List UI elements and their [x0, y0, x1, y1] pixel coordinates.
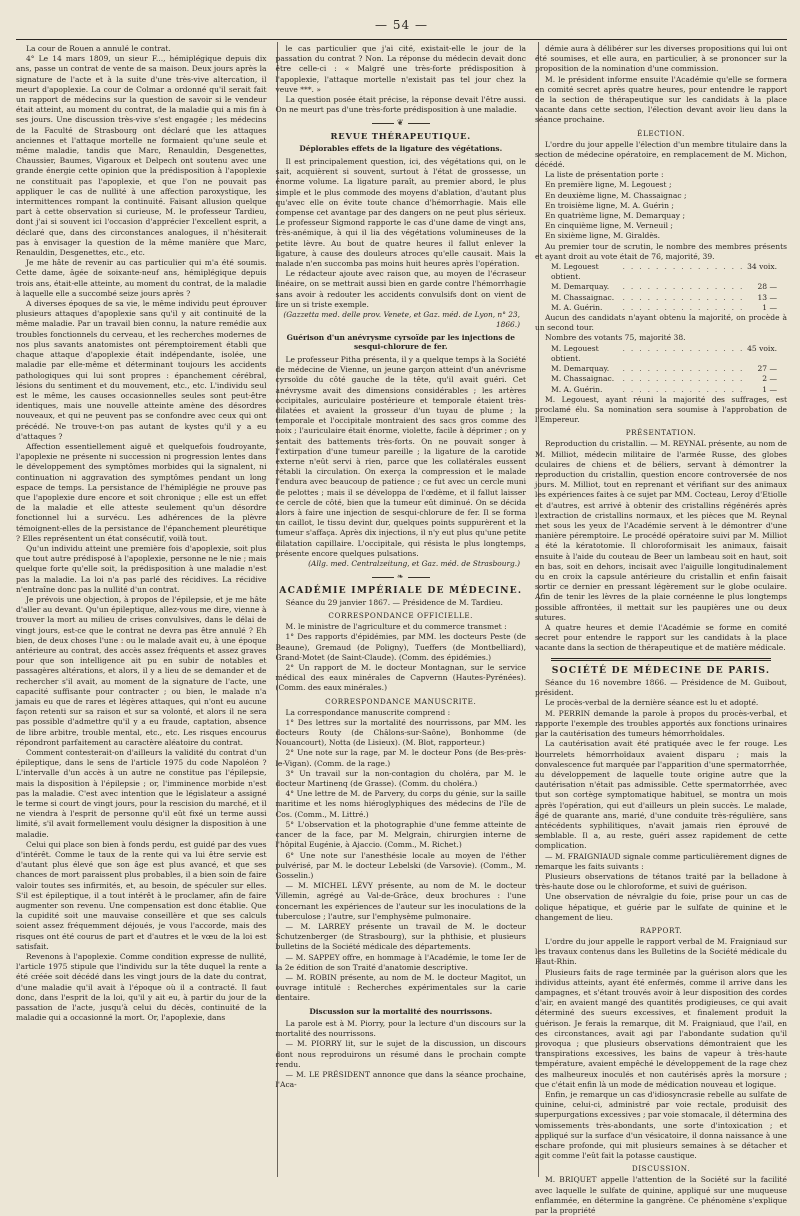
paragraph: 2° Une note sur la rage, par M. le docteur Pons (de Bes-près-le-Vigan). (Comm. de la rage.)	[275, 748, 526, 768]
column-3	[535, 44, 787, 1216]
election-body	[535, 140, 787, 181]
correspondance-officielle-body	[276, 622, 527, 693]
paragraph: La cour de Rouen a annulé le contrat.	[26, 44, 171, 53]
paragraph: M. le président informe ensuite l'Académie qu'elle se formera en comité secret après quatre heures, pour entendre le rapport de la section de thérapeutique sur les candidats à la place vacante dans cette section, l'élection devant avoir lieu dans la séance prochaine.	[535, 74, 787, 125]
academie-title: ACADÉMIE IMPÉRIALE DE MÉDECINE.	[279, 585, 523, 597]
societe-title: SOCIÉTÉ DE MÉDECINE DE PARIS.	[551, 665, 771, 677]
page-number: — 54 —	[375, 18, 428, 32]
vote-count: 28 —	[757, 282, 777, 292]
paragraph: Le procès-verbal de la dernière séance est lu et adopté.	[545, 698, 759, 708]
paragraph: — M. SAPPEY offre, en hommage à l'Académie, le tome Ier de la 2e édition de son Traité d'anatomie descriptive.	[275, 952, 526, 972]
paragraph: 2° Un rapport de M. le docteur Montagnan, sur le service médical des eaux minérales de Capvernn (Hautes-Pyrénées). (Comm. des eaux minérales.)	[275, 663, 526, 693]
paragraph: M. le ministre de l'agriculture et du commerce transmet :	[285, 622, 507, 632]
paragraph: Plusieurs faits de rage terminée par la guérison alors que les individus atteints, ayant été enfermés, comme il arrive dans les campagnes, et s'étant trouvés avoir à leur disposition des cordes d'air, en avaient mangé des quantités prodigieuses, ce qui avait déterminé des sueurs excessives, et finalement produit la guérison. Je ferais la remarque, dit M. Fraigniaud, que l'ail, en ces circonstances, avait agi par l'abondante sudation qu'il provoqua ; que plusieurs observations démontraient que les transpirations excessives, les bains de vapeur à très-haute température, avaient empêché le développement de la rage chez des malheureux inoculés et non cautérisés après la morsure ; que c'était enfin là un mode de médication nouveau et logique.	[535, 967, 787, 1089]
leader-dots: . . . . . . . . . . . . . . .	[622, 262, 745, 272]
paragraph: L'ordre du jour appelle le rapport verbal de M. Fraigniaud sur les travaux contenus dans les Bulletins de la Société médicale du Haut-Rhin.	[535, 936, 787, 967]
discussion-heading: Discussion sur la mortalité des nourrissons.	[309, 1006, 493, 1016]
leader-dots: . . . . . . . . . . . . . . .	[622, 292, 745, 302]
paragraph: — M. FRAIGNIAUD signale comme particulièrement dignes de remarque les faits suivants :	[535, 851, 787, 871]
vote-row	[535, 293, 787, 303]
leader-dots: . . . . . . . . . . . . . . .	[622, 374, 745, 384]
session-line: Séance du 29 janvier 1867. — Présidence de M. Tardieu.	[285, 598, 503, 608]
candidate-line: En sixième ligne, M. Giraldès.	[545, 231, 661, 241]
article-body	[276, 355, 527, 559]
vote-count: 1 —	[762, 302, 777, 312]
section-ornament: ❦	[276, 118, 527, 128]
election-heading: ÉLECTION.	[637, 128, 685, 138]
candidate-line: En deuxième ligne, M. Chassaignac ;	[545, 190, 687, 200]
paragraph: 4° Une lettre de M. de Parvery, du corps du génie, sur la saille maritime et les noms hiéroglyphiques des médecins de l'île de Cos. (Comm., M. Littré.)	[275, 789, 526, 819]
presentation-body	[535, 439, 787, 653]
vote-table-round1	[535, 262, 787, 313]
paragraph: — M. ROBIN présente, au nom de M. le docteur Magitot, un ouvrage intitulé : Recherches expérimentales sur la carie dentaire.	[275, 972, 526, 1003]
discussion-heading: DISCUSSION.	[631, 1164, 691, 1174]
paragraph: La question posée était précise, la réponse devait l'être aussi. On ne meurt pas d'une très-forte prédisposition à une maladie.	[275, 95, 526, 115]
paragraph: A quatre heures et demie l'Académie se forme en comité secret pour entendre le rapport sur les candidats à la place vacante dans la section de thérapeutique et de matière médicale.	[535, 622, 787, 653]
paragraph: La correspondance manuscrite comprend :	[285, 707, 451, 717]
discussion-body	[535, 1175, 787, 1216]
paragraph: Nombre des votants 75, majorité 38.	[545, 333, 686, 343]
vote-count: 13 —	[757, 292, 777, 302]
vote-candidate: M. A. Guérin.	[551, 384, 603, 394]
paragraph: Je me hâte de revenir au cas particulier qui m'a été soumis. Cette dame, âgée de soixante-neuf ans, hémiplégique depuis trois ans, était-elle atteinte, au moment du contrat, de la maladie à laquelle elle a succombé seize jours après ?	[16, 258, 267, 298]
paragraph: Celui qui place son bien à fonds perdu, est guidé par des vues d'intérêt. Comme le taux de la rente qui va lui être servie est d'autant plus élevé que son âge est plus avancé, et que ses chances de mort paraissent plus probables, il a bien soin de faire valoir toutes ses infirmités, et, au besoin, de spéculer sur elles. S'il est épileptique, il a tout intérêt à le proclamer, afin de faire augmenter son revenu. Une compensation est donc établie. Que la cupidité soit une mauvaise conseillère et que ses calculs soient assez fréquemment déjoués, je vous l'accorde, mais des risques ont été courus de part et d'autres et le vœu de la loi est satisfait.	[16, 839, 267, 951]
candidate-list	[535, 180, 787, 241]
vote-count: 34 voix.	[747, 262, 777, 272]
paragraph: La parole est à M. Piorry, pour la lecture d'un discours sur la mortalité des nourrissons.	[275, 1019, 526, 1039]
vote-count: 2 —	[762, 374, 777, 384]
column-1	[16, 44, 267, 1184]
paragraph: le cas particulier que j'ai cité, existait-elle le jour de la passation du contrat ? Non. La réponse du médecin devait donc être celle-ci : « Malgré une très-forte prédisposition à l'apoplexie, l'attaque mortelle n'existait pas tel jour chez la veuve ***. »	[275, 44, 526, 94]
header-rule	[16, 39, 787, 40]
paragraph: M. BRIQUET appelle l'attention de la Société sur la facilité avec laquelle le sulfate de quinine, appliqué sur une muqueuse enflammée, en détermine la gangrène. Ce phénomène s'explique par la propriété	[535, 1175, 787, 1216]
paragraph: Je prévois une objection, à propos de l'épilepsie, et je me hâte d'aller au devant. Qu'un épileptique, allez-vous me dire, vienne à trouver la mort au milieu de crises convulsives, dans le délai de vingt jours, est-ce que le contrat ne devra pas être annulé ? Eh bien, de deux choses l'une : ou le malade avait eu, à une époque antérieure au contrat, des accès assez fréquents et assez graves pour que son intelligence ait pu en subir de notables et passagères altérations, et alors, il y a lieu de se demander et de rechercher s'il avait, au moment de la signature de l'acte, une capacité suffisante pour contracter ; ou bien, le malade n'a jamais eu que de rares et légères attaques, qui n'ont eu aucune façon retenti sur sa raison et sur sa volonté, et alors il ne sera pas possible d'admettre qu'il y a eu fraude, captation, absence de libre arbitre, trouble mental, etc., etc. Les risques encourus répondront parfaitement au caractère aléatoire du contrat.	[16, 594, 267, 747]
paragraph: démie aura à délibérer sur les diverses propositions qui lui ont été soumises, et elle aura, en particulier, à se prononcer sur la proposition de la nomination d'une commission.	[535, 44, 787, 74]
society-body	[535, 698, 787, 922]
vote-row	[535, 282, 787, 292]
vote-row	[535, 374, 787, 384]
leader-dots: . . . . . . . . . . . . . . .	[622, 364, 745, 374]
vote-row	[535, 344, 787, 364]
section-rule	[551, 658, 771, 662]
vote-row	[535, 364, 787, 374]
revue-therapeutique-title: REVUE THÉRAPEUTIQUE.	[330, 131, 471, 142]
candidate-line: En quatrième ligne, M. Demarquay ;	[545, 211, 685, 221]
vote-row	[535, 262, 787, 282]
paragraph: La cautérisation avait été pratiquée avec le fer rouge. Les bourrelets hémorrhoïdaux avaient disparu ; mais la convalescence fut marquée par l'apparition d'une spermatorrhée, au développement de laquelle toute origine autre que la cautérisation n'était pas admissible. Cette spermatorrhée, avec tout son cortège symptomatique habituel, se montra un mois après l'opération, qui eut d'ailleurs un plein succès. Le malade, âgé de quarante ans, marié, d'une conduite très-régulière, sans antécédents syphilitiques, n'avait jamais rien éprouvé de semblable. Il a, au reste, guéri assez rapidement de cette complication.	[535, 739, 787, 851]
paragraph: 5° L'observation et la photographie d'une femme atteinte de cancer de la face, par M. Melgrain, chirurgien interne de l'hôpital Eugénie, à Ajaccio. (Comm., M. Richet.)	[275, 819, 526, 850]
paragraph: Le rédacteur ajoute avec raison que, au moyen de l'écraseur linéaire, on se mettrait aussi bien en garde contre l'hémorrhagie sans avoir à redouter les accidents convulsifs dont on vient de lire un si triste exemple.	[275, 269, 526, 309]
discussion-body	[276, 1019, 527, 1090]
paragraph: — M. LE PRÉSIDENT annonce que dans la séance prochaine, l'Aca-	[275, 1070, 526, 1090]
vote-candidate: M. A. Guérin.	[551, 302, 603, 312]
article-body	[276, 157, 527, 310]
rapport-body	[535, 937, 787, 1161]
leader-dots: . . . . . . . . . . . . . . .	[622, 343, 745, 353]
candidate-line: En cinquième ligne, M. Verneuil ;	[545, 221, 673, 231]
paragraph: Qu'un individu atteint une première fois d'apoplexie, soit plus que tout autre prédisposé à l'apoplexie, personne ne le nie ; mais quelque forte qu'elle soit, la prédisposition à une maladie n'est pas la maladie. La loi n'a pas parlé des récidives. La récidive n'entraîne donc pas la nullité d'un contrat.	[16, 543, 267, 594]
round1-intro: Au premier tour de scrutin, le nombre des membres présents et ayant droit au vote était de 76, majorité, 39.	[535, 241, 787, 261]
leader-dots: . . . . . . . . . . . . . . .	[622, 384, 745, 394]
vote-count: 45 voix.	[747, 343, 777, 353]
paragraph: La liste de présentation porte :	[545, 170, 664, 180]
vote-count: 1 —	[762, 384, 777, 394]
paragraph: Revenons à l'apoplexie. Comme condition expresse de nullité, l'article 1975 stipule que l'individu sur la tête duquel la rente a été créée soit décédé dans les vingt jours de la date du contrat, d'une maladie qu'il avait à l'époque où il a contracté. Il faut donc, dans l'esprit de la loi, qu'il y ait eu, à partir du jour de la passation de l'acte, jusqu'à celui du décès, continuité de la maladie qui a occasionné la mort. Or, l'apoplexie, dans	[16, 952, 267, 1023]
paragraph: Une observation de névralgie du foie, prise pour un cas de colique hépatique, et guérie par le sulfate de quinine et le changement de lieu.	[535, 892, 787, 922]
candidate-line: En première ligne, M. Legouest ;	[545, 180, 672, 190]
leader-dots: . . . . . . . . . . . . . . .	[622, 302, 745, 312]
vote-row	[535, 303, 787, 313]
paragraph: 3° Un travail sur la non-contagion du choléra, par M. le docteur Martinenq (de Grasse). (Comm. du choléra.)	[275, 768, 526, 789]
section-ornament: ❧	[276, 572, 527, 582]
vote-candidate: M. Chassaignac.	[551, 374, 615, 384]
session-line: Séance du 16 novembre 1866. — Présidence de M. Guibout, président.	[535, 678, 787, 698]
continued-text	[535, 44, 787, 126]
paragraph: Aucun des candidats n'ayant obtenu la majorité, on procède à un second tour.	[535, 313, 787, 333]
paragraph: — M. MICHEL LÉVY présente, au nom de M. le docteur Villemin, agrégé au Val-de-Grâce, deux brochures : l'une concernant les expériences de l'auteur sur les inoculations de la tuberculose ; l'autre, sur l'emphysème pulmonaire.	[275, 881, 526, 921]
paragraph: — M. PIORRY lit, sur le sujet de la discussion, un discours dont nous reproduirons un résumé dans le prochain compte rendu.	[275, 1039, 526, 1069]
correspondance-manuscrite-heading: CORRESPONDANCE MANUSCRITE.	[325, 696, 477, 706]
presentation-heading: PRÉSENTATION.	[625, 428, 697, 438]
leader-dots: . . . . . . . . . . . . . . .	[622, 282, 745, 292]
paragraph: 4° Le 14 mars 1809, un sieur F..., hémiplégique depuis dix ans, passe un contrat de vente de sa maison. Deux jours après la signature de l'acte et à la suite d'une très-vive altercation, il meurt d'apoplexie. La cour de Colmar a ordonné qu'il serait fait un rapport de médecins sur la question de savoir si le vendeur était atteint, au moment du contrat, de la maladie qui a mis fin à ses jours. Une discussion très-vive s'est engagée ; les médecins de la Faculté de Strasbourg ont déclaré que les attaques anciennes et l'attaque mortelle ne formaient qu'une seule et même maladie, tandis que Marc, Renauldin, Desgenettes, Chaussier, Baumes, Vigaroux et Delpech ont soutenu avec une grande énergie cette opinion que la prédisposition à l'apoplexie ne constituait pas l'apoplexie, et que l'on ne pouvait pas appliquer le cas de nullité à une affection paroxystique, les intermittences rompant la continuité. Faisant allusion quelque part à cette observation si curieuse, M. le professeur Tardieu, dont j'ai si souvent ici l'occasion d'apprécier l'excellent esprit, a déclaré que, dans des circonstances analogues, il n'hésiterait pas à envisager la question de la même manière que Marc, Renauldin, Desgenettes, etc., etc.	[16, 54, 267, 258]
paragraph: M. PERRIN demande la parole à propos du procès-verbal, et rapporte l'exemple des troubles apportés aux fonctions urinaires par la cautérisation des tumeurs hémorrhoïdales.	[535, 708, 787, 739]
paragraph: Comment contesterait-on d'ailleurs la validité du contrat d'un épileptique, dans le sens de l'article 1975 du code Napoléon ? L'intervalle d'un accès à un autre ne constitue pas l'épilepsie, mais la disposition à l'épilepsie ; or, l'imminence morbide n'est pas la maladie. C'est avec intention que le législateur a assigné le terme si court de vingt jours, pour la rescision du marché, et il ne viendra à l'esprit de personne qu'il eût fixé un terme aussi limité, s'il avait formellement voulu désigner la disposition à une maladie.	[16, 748, 267, 839]
paragraph: Le professeur Pitha présenta, il y a quelque temps à la Société de médecine de Vienne, un jeune garçon atteint d'un anévrisme cyrsoïde du côté gauche de la tête, qu'il avait guéri. Cet anévrysme avait des dimensions considérables ; les artères occipitales, auriculaire postérieure et temporale étaient très-dilatées et avaient la grosseur d'un tuyau de plume ; la temporale et l'occipitale montraient des sacs gros comme des noix ; l'auriculaire était énorme, violette, facile à déprimer ; on y sentait des battements très-forts. On ne pouvait songer à l'extirpation d'une tumeur pareille ; la ligature de la carotide externe n'eût servi à rien, parce que les collatérales eussent rétabli la circulation. On exerça la compression et le malade l'endura avec beaucoup de patience ; ce fut avec un cercle muni de pelottes ; mais il se développa de l'œdème, et il fallut laisser ce cercle de côté, bien que la tumeur eût diminué. On se décida alors à faire une injection de sesqui-chlorure de fer. Il se forma un caillot, le tissu devint dur, quelques points suppurèrent et la tumeur s'affaça. Après dix injections, il n'y eut plus qu'une petite dilatation capillaire. L'occipitale, qui résista le plus longtemps, présente encore quelques pulsations.	[275, 354, 526, 558]
paragraph: 1° Des lettres sur la mortalité des nourrissons, par MM. les docteurs Routy (de Châlons-sur-Saône), Bonhomme (de Nouancourt), Notta (de Lisieux). (M. Blot, rapporteur.)	[275, 717, 526, 748]
paragraph: Il est principalement question, ici, des végétations qui, on le sait, acquièrent si souvent, surtout à l'état de grossesse, un énorme volume. La ligature paraît, au premier abord, le plus simple et le plus commode des moyens d'ablation, d'autant plus qu'avec elle on évite toute chance d'hémorrhagie. Mais elle compense cet avantage par des dangers on ne peut plus sérieux. Le professeur Sigmond rapporte le cas d'une dame de vingt ans, très-anémique, à qui il lia des végétations volumineuses de la petite lèvre. Au bout de quatre heures il fallut enlever la ligature, à cause des douleurs atroces qu'elle causait. Mais la malade n'en succomba pas moins huit heures après l'opération.	[275, 156, 526, 268]
correspondance-officielle-heading: CORRESPONDANCE OFFICIELLE.	[328, 611, 474, 621]
paragraph: — M. LARREY présente un travail de M. le docteur Schutzenberger (de Strasbourg), sur la phthisie, et plusieurs bulletins de la Société médicale des départements.	[275, 921, 526, 952]
vote-count: 27 —	[757, 364, 777, 374]
paragraph: Affection essentiellement aiguë et quelquefois foudroyante, l'apoplexie ne présente ni succession ni progression lentes dans le développement des symptômes morbides qui la signalent, ni continuation ni aggravation des symptômes pendant un long espace de temps. La persistance de l'hémiplégie ne prouve pas que l'apoplexie dure encore et soit chronique ; elle est un effet de la maladie et elle atteste seulement qu'un désordre fonctionnel lui a survécu. Les adhérences de la plèvre témoignent-elles de la persistance de l'épanchement pleurétique ? Elles représentent un état consécutif, voilà tout.	[16, 441, 267, 543]
correspondance-manuscrite-body	[276, 708, 527, 1004]
paragraph: Plusieurs observations de tétanos traité par la belladone à très-haute dose ou le chloroforme, et suivi de guérison.	[535, 871, 787, 892]
vote-candidate: M. Demarquay.	[551, 282, 610, 292]
vote-candidate: M. Chassaignac.	[551, 292, 615, 302]
continued-text	[276, 44, 527, 115]
column-2	[276, 44, 527, 1184]
article-source: (Allg. med. Centralzeitung, et Gaz. méd. de Strasbourg.)	[308, 559, 520, 569]
paragraph: A diverses époques de sa vie, le même individu peut éprouver plusieurs attaques d'apoplexie sans qu'il y ait continuité de la même maladie. Par un travail bien connu, la nature remédie aux troubles fonctionnels du cerveau, et les recherches modernes de nos plus savants anatomistes ont péremptoirement établi que chaque attaque d'apoplexie était indépendante, isolée, une maladie par elle-même et déterminant toujours les accidents pathologiques qui lui sont propres : épanchement cérébral, lésions du sentiment et du mouvement, etc., etc. L'individu seul est le même, les causes occasionnelles seules sont peut-être identiques, mais une nouvelle atteinte amène des désordres nouveaux, et qui ne peuvent pas se confondre avec ceux qui ont précédé. Ne trouve-t-on pas autant de kystes qu'il y a eu d'attaques ?	[16, 299, 267, 441]
page-header	[16, 14, 787, 36]
paragraph: Reproduction du cristallin. — M. REYNAL présente, au nom de M. Milliot, médecin militaire de l'armée Russe, des globes oculaires de chiens et de béliers, servant à démontrer la reproduction du cristallin, question encore controversée de nos jours. M. Milliot, tout en reprenant et vérifiant sur des animaux les expériences faites à ce sujet par MM. Cocteau, Leroy d'Etiolle et d'autres, est arrivé à obtenir des cristallins régénérés après l'extraction de cristallins normaux, et les pièces que M. Reynal met sous les yeux de l'Académie servent à le démontrer d'une manière péremptoire. Le procédé opératoire suivi par M. Milliot a été la kératotomie. Il chloroformisait les animaux, faisait ensuite à l'aide du couteau de Beer un lambeau soit en haut, soit en bas, soit en dehors, incisait avec l'aiguille longitudinalement ou en croix la capsule antérieure du cristallin et enfin faisait sortir ce dernier en pressant légèrement sur le globe oculaire. Afin de tenir les lèvres de la plaie cornéenne le plus longtemps possible affrontées, il mettait sur les paupières une ou deux sutures.	[535, 439, 787, 622]
paragraph: L'ordre du jour appelle l'élection d'un membre titulaire dans la section de médecine opératoire, en remplacement de M. Michon, décédé.	[535, 139, 787, 170]
paragraph: Enfin, je remarque un cas d'idiosyncrasie rebelle au sulfate de quinine, celui-ci, administré par voie rectale, produisit des superpurgations excessives ; par voie stomacale, il détermina des vomissements très-abondants, une sorte d'intoxication ; et appliqué sur la surface d'un vésicatoire, il donna naissance à une eschare profonde, qui mit plusieurs semaines à se détacher et agit comme l'eût fait la potasse caustique.	[535, 1090, 787, 1161]
vote-candidate: M. Legouest obtient.	[551, 343, 599, 363]
rapport-heading: RAPPORT.	[639, 925, 683, 935]
round2-intro	[535, 313, 787, 344]
vote-table-round2	[535, 344, 787, 395]
candidate-line: En troisième ligne, M. A. Guérin ;	[545, 200, 674, 210]
article-source: (Gazzetta med. delle prov. Venete, et Gaz. méd. de Lyon, n° 23, 1866.)	[283, 309, 520, 329]
vote-row	[535, 385, 787, 395]
article-title: Guérison d'un anévrysme cyrsoïde par les injections de sesqui-chlorure de fer.	[286, 332, 515, 352]
paragraph: 1° Des rapports d'épidémies, par MM. les docteurs Peste (de Beaune), Gremaud (de Poligny), Tueffers (de Montbelliard), Grand-Motet (de Saint-Claude). (Comm. des épidémies.)	[275, 632, 526, 662]
article-title: Déplorables effets de la ligature des végétations.	[299, 144, 503, 154]
columns	[16, 44, 787, 1216]
paragraph: 6° Une note sur l'anesthésie locale au moyen de l'éther pulvérisé, par M. le docteur Lebelski (de Varsovie). (Comm., M. Gosselin.)	[275, 850, 526, 880]
vote-candidate: M. Legouest obtient.	[551, 262, 599, 282]
round2-result: M. Legouest, ayant réuni la majorité des suffrages, est proclamé élu. Sa nomination sera soumise à l'approbation de l'Empereur.	[535, 394, 787, 425]
vote-candidate: M. Demarquay.	[551, 364, 610, 374]
